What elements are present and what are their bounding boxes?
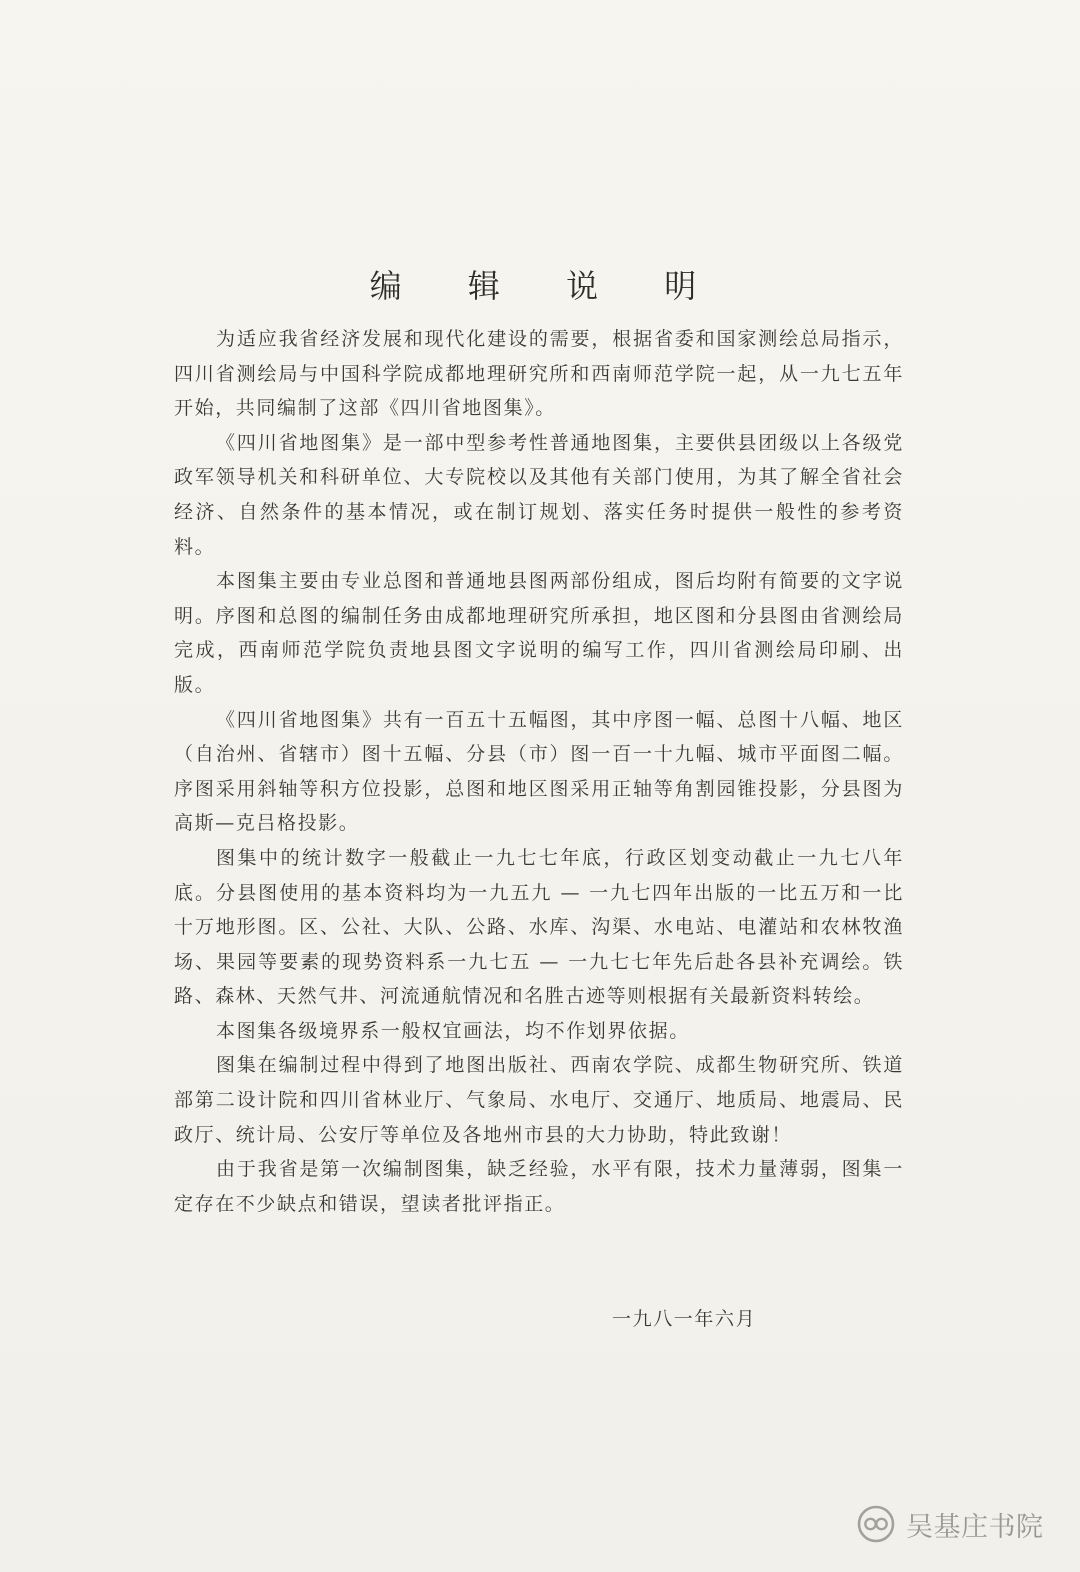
paragraph-closing: 由于我省是第一次编制图集，缺乏经验，水平有限，技术力量薄弱，图集一定存在不少缺点和错误，望读者批评指正。 — [174, 1158, 904, 1215]
watermark — [856, 1500, 1044, 1548]
paragraph-composition: 本图集主要由专业总图和普通地县图两部份组成，图后均附有简要的文字说明。序图和总图的编制任务由成都地理研究所承担，地区图和分县图由省测绘局完成，西南师范学院负责地县图文字说明的编写工作，四川省测绘局印刷、出版。 — [174, 570, 904, 696]
paragraph-purpose: 为适应我省经济发展和现代化建设的需要，根据省委和国家测绘总局指示，四川省测绘局与中国科学院成都地理研究所和西南师范学院一起，从一九七五年开始，共同编制了这部《四川省地图集》。 — [174, 328, 904, 420]
paragraph-acknowledgements: 图集在编制过程中得到了地图出版社、西南农学院、成都生物研究所、铁道部第二设计院和四川省林业厅、气象局、水电厅、交通厅、地质局、地震局、民政厅、统计局、公安厅等单位及各地州市县的大力协助，特此致谢！ — [174, 1054, 904, 1146]
document-date: 一九八一年六月 — [612, 1308, 757, 1330]
body-text — [174, 322, 904, 1221]
paragraph-contents: 《四川省地图集》共有一百五十五幅图，其中序图一幅、总图十八幅、地区（自治州、省辖市）图十五幅、分县（市）图一百一十九幅、城市平面图二幅。序图采用斜轴等积方位投影，总图和地区图采用正轴等角割园锥投影，分县图为高斯—克吕格投影。 — [174, 708, 904, 835]
paragraph-audience: 《四川省地图集》是一部中型参考性普通地图集，主要供县团级以上各级党政军领导机关和科研单位、大专院校以及其他有关部门使用，为其了解全省社会经济、自然条件的基本情况，或在制订规划、落实任务时提供一般性的参考资料。 — [174, 431, 904, 558]
page-title: 编 辑 说 明 — [369, 267, 725, 305]
watermark-text: 吴基庄书院 — [906, 1511, 1044, 1543]
paragraph-data-sources: 图集中的统计数字一般截止一九七七年底，行政区划变动截止一九七八年底。分县图使用的基本资料均为一九五九 — 一九七四年出版的一比五万和一比十万地形图。区、公社、大队、公路、水库、沟渠、水电站、电灌站和农林牧渔场、果园等要素的现势资料系一九七五 — 一九七七年先后赴各县补充调绘。铁路、森林、天然气井、河流通航情况和名胜古迹等则根据有关最新资料转绘。 — [174, 846, 904, 1008]
paragraph-boundaries: 本图集各级境界系一般权宜画法，均不作划界依据。 — [216, 1019, 690, 1042]
wechat-official-account-icon — [856, 1504, 896, 1544]
